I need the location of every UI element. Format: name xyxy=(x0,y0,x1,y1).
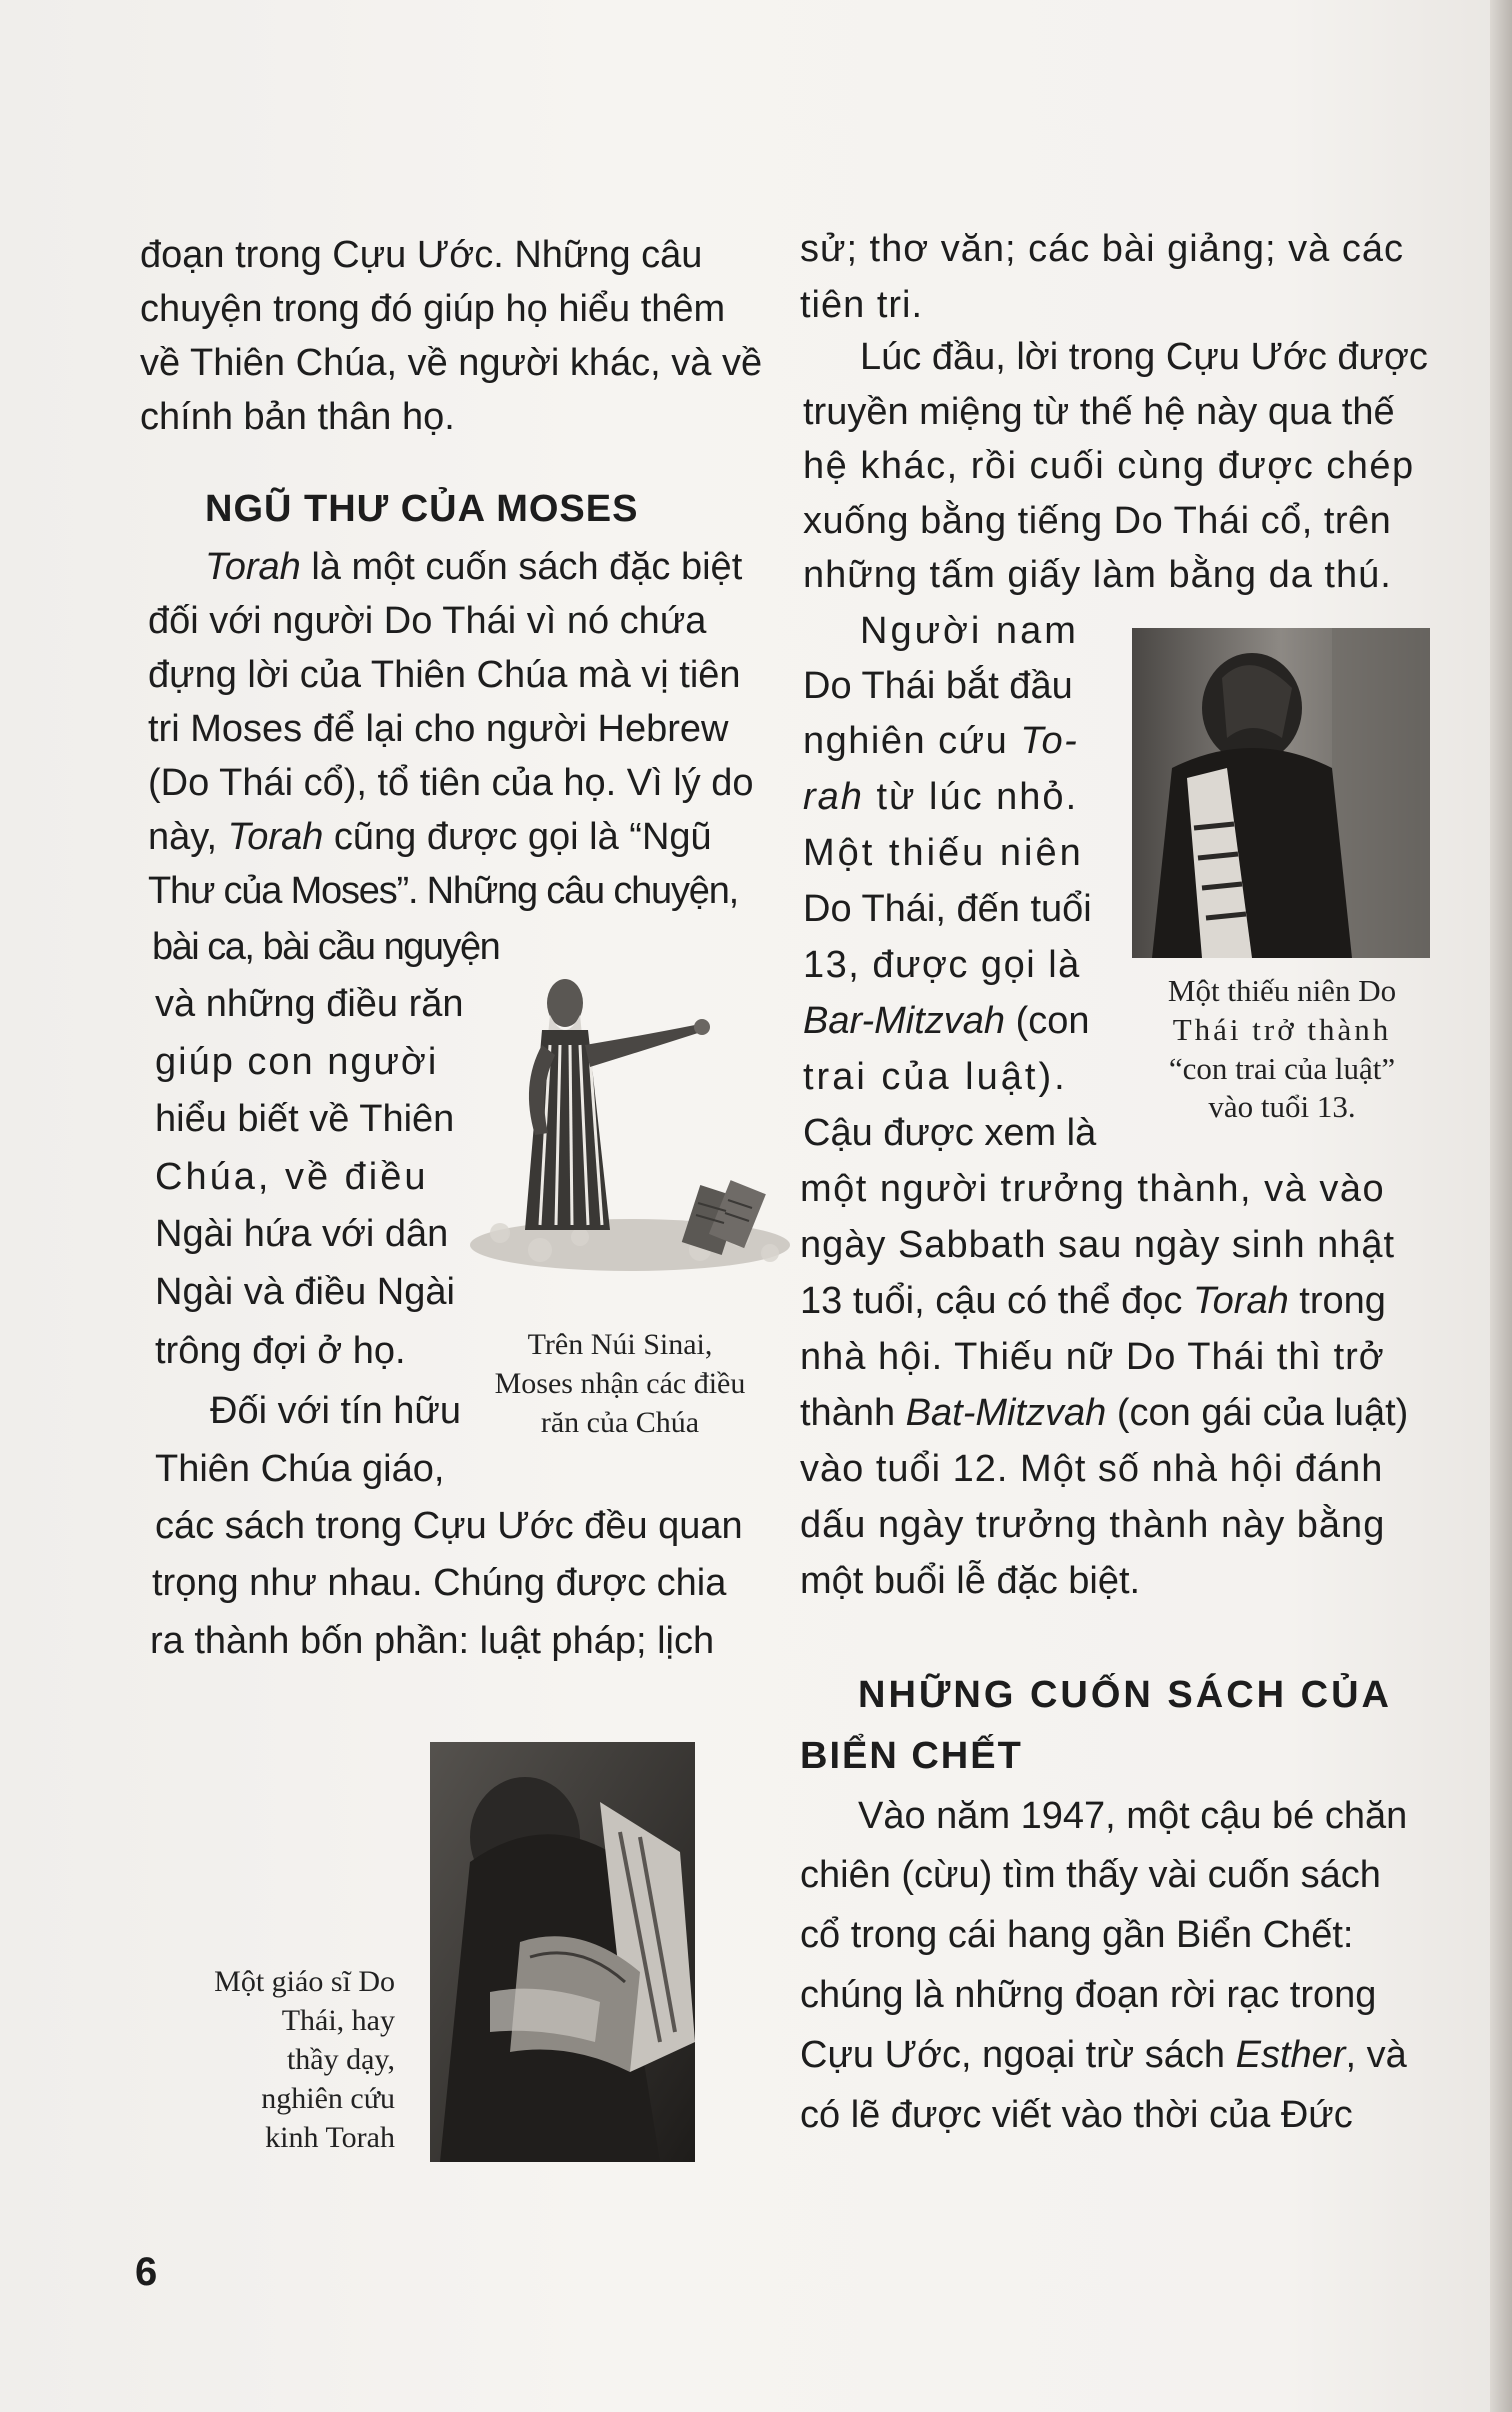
text-line: một buổi lễ đặc biệt. xyxy=(800,1560,1141,1602)
text-line: sử; thơ văn; các bài giảng; và các xyxy=(800,228,1404,270)
text-line: một người trưởng thành, và vào xyxy=(800,1168,1386,1210)
text-line: dấu ngày trưởng thành này bằng xyxy=(800,1504,1386,1546)
text-line: Cựu Ước, ngoại trừ sách Esther, và xyxy=(800,2034,1407,2076)
text-line: trai của luật). xyxy=(803,1056,1068,1098)
text-line: 13 tuổi, cậu có thể đọc Torah trong xyxy=(800,1280,1386,1322)
text-line: thành Bat-Mitzvah (con gái của luật) xyxy=(800,1392,1409,1434)
text-line: ngày Sabbath sau ngày sinh nhật xyxy=(800,1224,1396,1266)
text-line: Thiên Chúa giáo, xyxy=(155,1448,445,1490)
moses-illustration xyxy=(470,975,790,1275)
text-line: Thư của Moses”. Những câu chuyện, xyxy=(148,870,739,912)
text-line: nghiên cứu To- xyxy=(803,720,1079,762)
text-line: chúng là những đoạn rời rạc trong xyxy=(800,1974,1377,2016)
text-line: Ngài hứa với dân xyxy=(155,1213,449,1255)
text-line: có lẽ được viết vào thời của Đức xyxy=(800,2094,1353,2136)
book-page: đoạn trong Cựu Ước. Những câu chuyện trong đó giúp họ hiểu thêm về Thiên Chúa, về người khác, và về chính bản thân họ. NGŨ THƯ CỦA MOSES Torah là một cuốn sách đặc biệt đối với người Do Thái vì nó chứa đựng lời của Thiên Chúa mà vị tiên tri Moses để lại cho người Hebrew (Do Thái cổ), tổ tiên của họ. Vì lý do này, Torah cũng được gọi là “Ngũ Thư của Moses”. Những câu chuyện, bài ca, bài cầu nguyện và những điều răn giúp con người hiểu biết về Thiên Chúa, về điều Ngài hứa với dân Ngài và điều Ngài trông đợi ở họ. Trên Núi Sinai, Moses nhận các điều răn của Chúa Đối với tín hữu Thiên Chúa giáo, các sách trong Cựu Ước đều quan trọng như nhau. Chúng được chia ra thành bốn phần: luật pháp; lịch Một giáo sĩ Do Thái, hay thầy dạy, nghiên cứu kinh Torah sử; thơ văn; các bài giảng; và các tiên tri. Lúc đầu, lời trong Cựu Ước được truyền miệng từ thế hệ này qua thế hệ khác, rồi cuối cùng được chép xuống bằng tiếng Do Thái cổ, trên những tấm giấy làm bằng da thú. Người nam Do Thái bắt đầu nghiên cứu To- rah từ lúc nhỏ. Một thiếu niên Do Thái, đến tuổi 13, được gọi là Bar-Mitzvah (con trai của luật). Cậu được xem là một người trưởng thành, và vào ngày Sabbath sau ngày sinh nhật 13 tuổi, cậu có thể đọc Torah trong nhà hội. Thiếu nữ Do Thái thì trở thành Bat-Mitzvah (con gái của luật) vào tuổi 12. Một số nhà hội đánh dấu ngày trưởng thành này bằng một buổi lễ đặc biệt. Một thiếu niên Do Thái trở thành “con trai của luật” vào tuổi 13. NHỮNG CUỐN SÁCH CỦA BIỂN CHẾT Vào năm 1947, một cậu bé chăn chiên (cừu) tìm thấy vài cuốn sách cổ trong cái hang gần Biển Chết: chúng là những đoạn rời rạc trong Cựu Ước, ngoại trừ sách Esther, và có lẽ được viết vào thời của Đức 6 xyxy=(0,0,1512,2412)
text-line: những tấm giấy làm bằng da thú. xyxy=(803,554,1392,596)
page-edge-shadow xyxy=(1490,0,1512,2412)
section-heading-torah: NGŨ THƯ CỦA MOSES xyxy=(205,488,639,530)
page-number: 6 xyxy=(135,2250,158,2294)
text-line: về Thiên Chúa, về người khác, và về xyxy=(140,342,763,384)
text-line: Đối với tín hữu xyxy=(210,1390,462,1432)
text-line: bài ca, bài cầu nguyện xyxy=(152,926,500,968)
text-line: nhà hội. Thiếu nữ Do Thái thì trở xyxy=(800,1336,1385,1378)
text-line: Do Thái bắt đầu xyxy=(803,665,1073,707)
text-line: và những điều răn xyxy=(155,983,464,1025)
text-line: hệ khác, rồi cuối cùng được chép xyxy=(803,445,1415,487)
text-line: Vào năm 1947, một cậu bé chăn xyxy=(858,1795,1408,1837)
boy-photo xyxy=(1132,628,1430,958)
text-line: tiên tri. xyxy=(800,284,924,326)
boy-caption: Một thiếu niên Do Thái trở thành “con trai của luật” vào tuổi 13. xyxy=(1167,973,1397,1125)
rabbi-caption: Một giáo sĩ Do Thái, hay thầy dạy, nghiên cứu kinh Torah xyxy=(214,1965,395,2154)
text-line: giúp con người xyxy=(155,1041,439,1083)
text-line: chính bản thân họ. xyxy=(140,396,455,438)
text-line: Do Thái, đến tuổi xyxy=(803,888,1092,930)
text-line: này, Torah cũng được gọi là “Ngũ xyxy=(148,816,712,858)
text-line: ra thành bốn phần: luật pháp; lịch xyxy=(150,1620,715,1662)
text-line: đối với người Do Thái vì nó chứa xyxy=(148,600,707,642)
rabbi-photo xyxy=(430,1742,695,2162)
text-line: Người nam xyxy=(860,610,1079,652)
text-line: (Do Thái cổ), tổ tiên của họ. Vì lý do xyxy=(148,762,754,804)
text-line: trọng như nhau. Chúng được chia xyxy=(152,1562,727,1604)
text-line: 13, được gọi là xyxy=(803,944,1081,986)
moses-caption: Trên Núi Sinai, Moses nhận các điều răn của Chúa xyxy=(494,1328,746,1439)
text-line: Ngài và điều Ngài xyxy=(155,1271,455,1313)
text-line: trông đợi ở họ. xyxy=(155,1330,406,1372)
text-line: cổ trong cái hang gần Biển Chết: xyxy=(800,1914,1354,1956)
text-line: đoạn trong Cựu Ước. Những câu xyxy=(140,234,703,276)
text-line: xuống bằng tiếng Do Thái cổ, trên xyxy=(803,500,1392,542)
text-line: truyền miệng từ thế hệ này qua thế xyxy=(803,391,1395,433)
text-line: Một thiếu niên xyxy=(803,832,1084,874)
text-line: rah từ lúc nhỏ. xyxy=(803,776,1079,818)
text-line: chiên (cừu) tìm thấy vài cuốn sách xyxy=(800,1854,1381,1896)
text-line: tri Moses để lại cho người Hebrew xyxy=(148,708,729,750)
text-line: Cậu được xem là xyxy=(803,1112,1097,1154)
text-line: vào tuổi 12. Một số nhà hội đánh xyxy=(800,1448,1384,1490)
text-line: Lúc đầu, lời trong Cựu Ước được xyxy=(860,336,1428,378)
text-line: Chúa, về điều xyxy=(155,1156,429,1198)
text-line: hiểu biết về Thiên xyxy=(155,1098,455,1140)
text-line: chuyện trong đó giúp họ hiểu thêm xyxy=(140,288,726,330)
text-line: đựng lời của Thiên Chúa mà vị tiên xyxy=(148,654,741,696)
text-line: Torah là một cuốn sách đặc biệt xyxy=(205,546,743,588)
text-line: Bar-Mitzvah (con xyxy=(803,1000,1090,1042)
text-line: các sách trong Cựu Ước đều quan xyxy=(155,1505,743,1547)
